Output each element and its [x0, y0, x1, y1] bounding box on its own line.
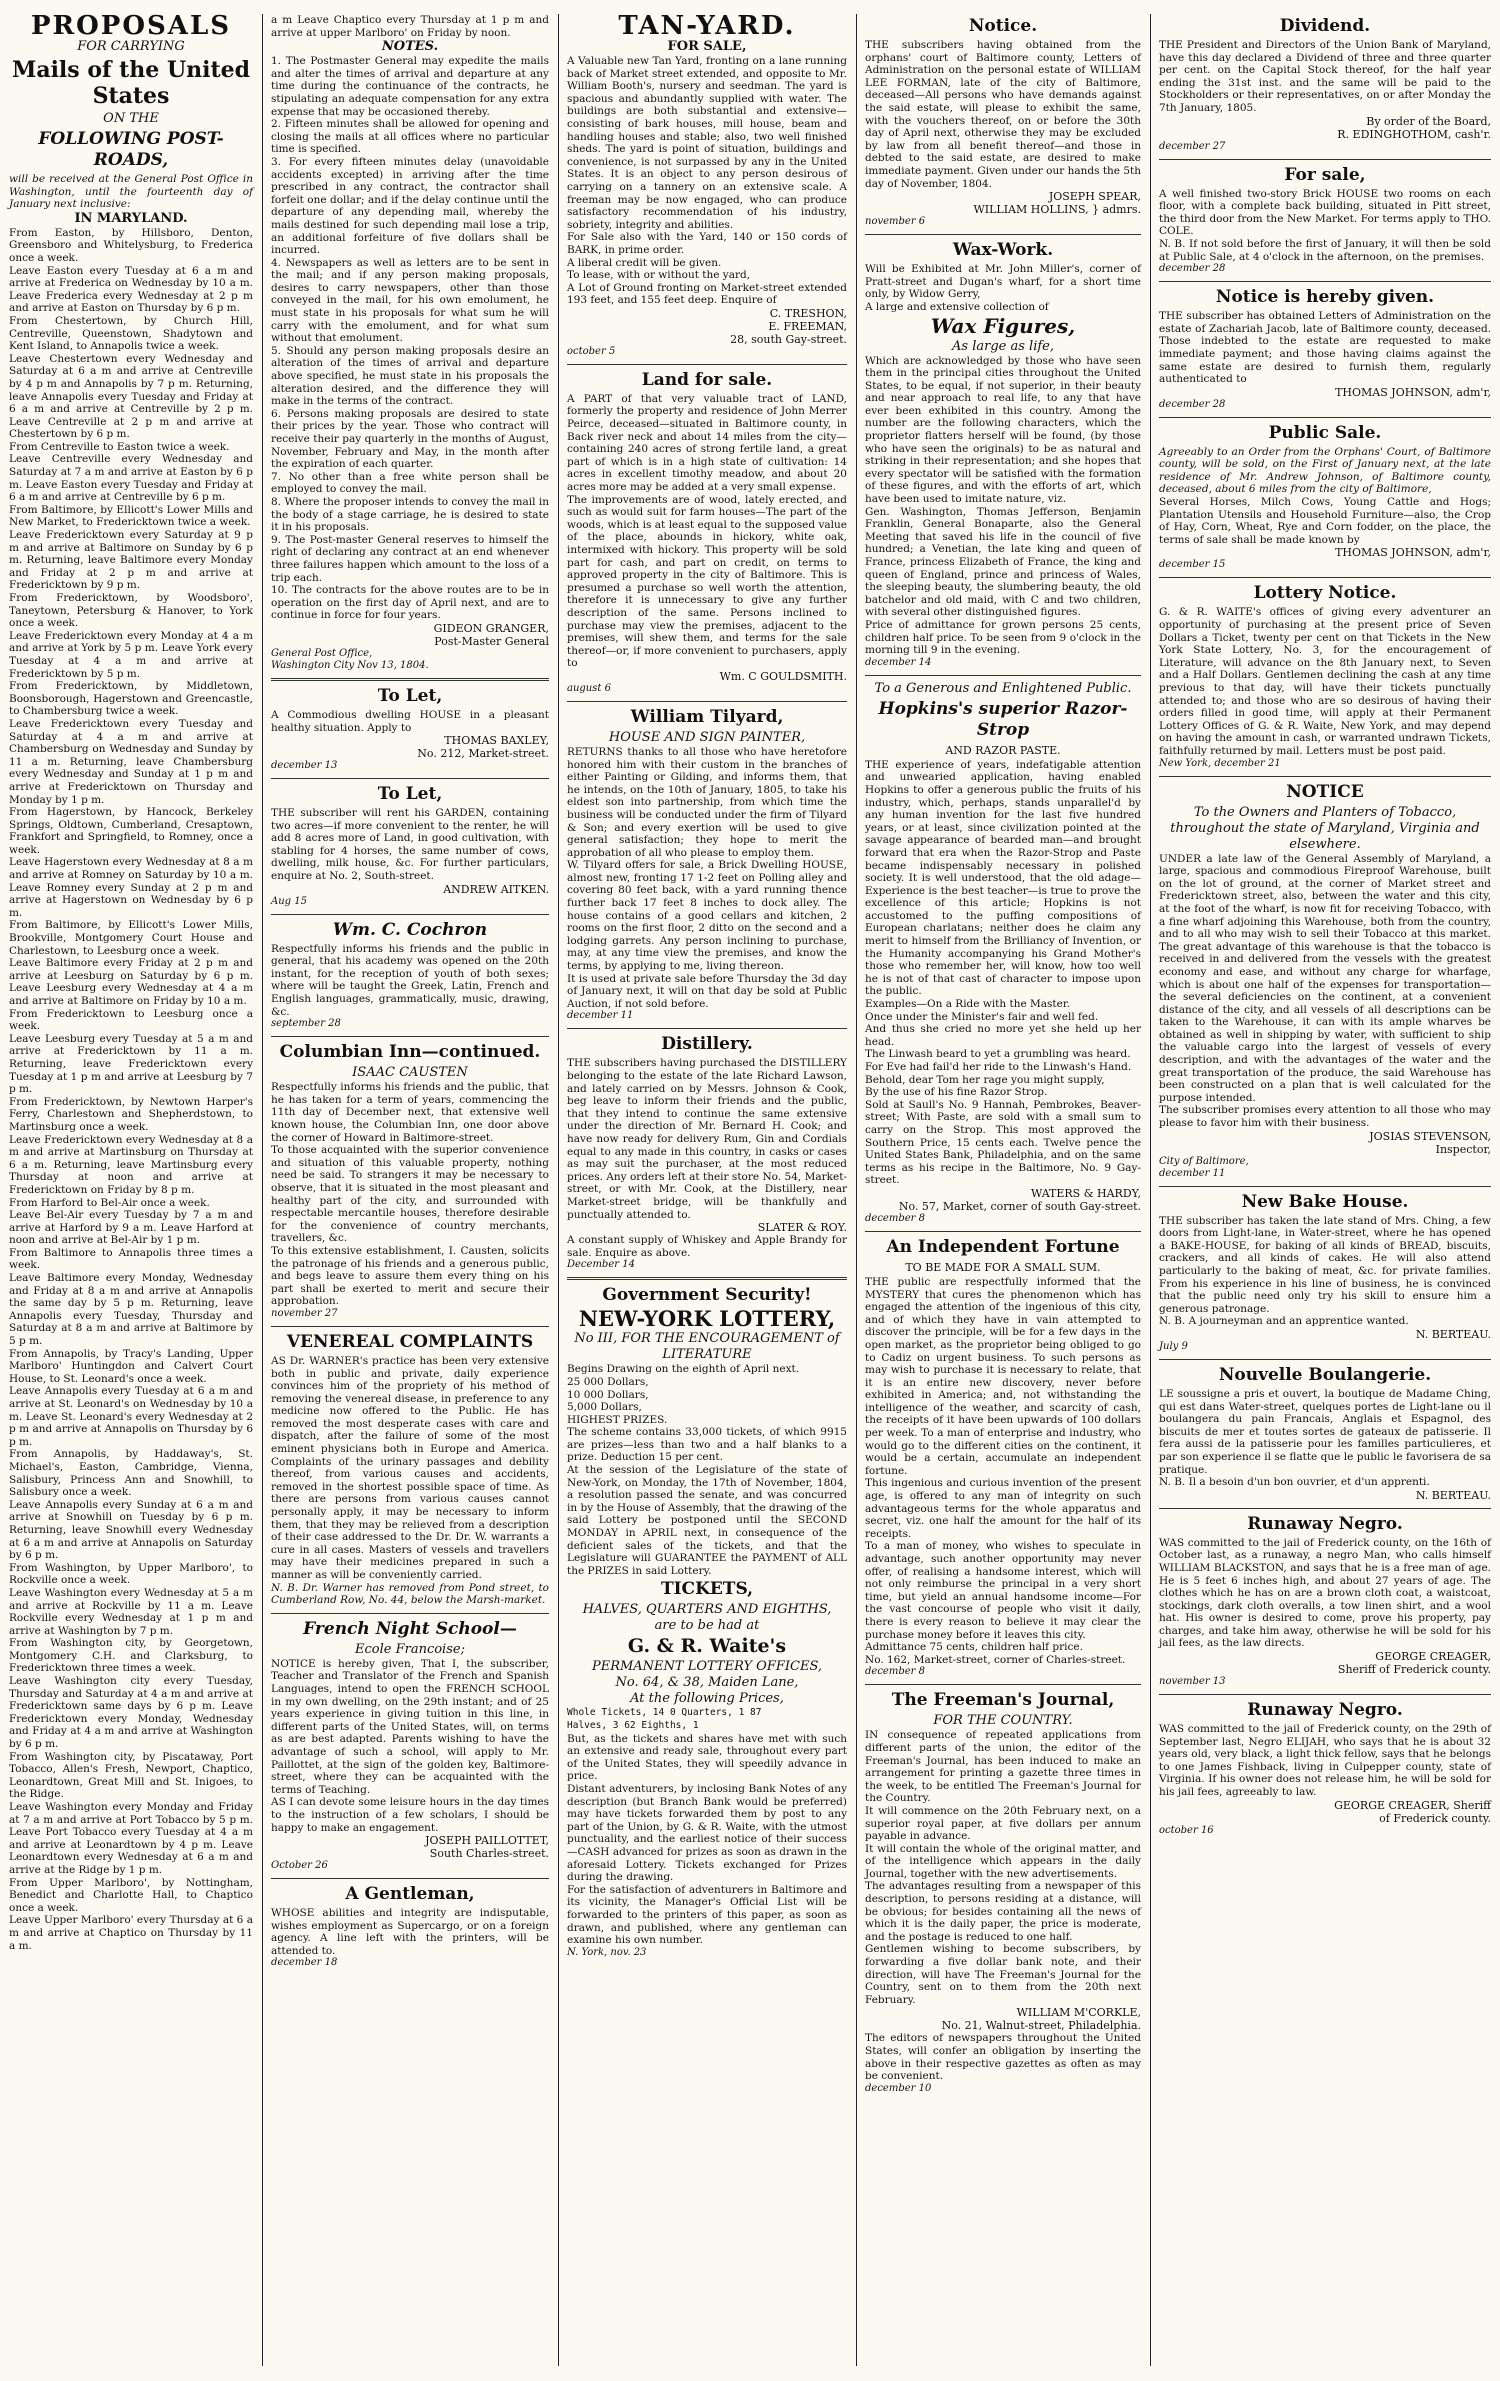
tickets-subtitle: HALVES, QUARTERS AND EIGHTHS, are to be had at	[582, 1602, 832, 1634]
waite-prices: Whole Tickets, 14 0 Quarters, 1 87 Halves, 3 62 Eighths, 1	[567, 1707, 762, 1731]
divider	[865, 234, 1141, 235]
journal-title: The Freeman's Journal,	[891, 1690, 1115, 1711]
boulangerie-ad	[1159, 1365, 1491, 1502]
proposals-state: IN MARYLAND.	[74, 210, 188, 226]
inn-date: november 27	[271, 1307, 338, 1319]
journal-date: december 10	[865, 2082, 932, 2094]
distillery-date: December 14	[567, 1259, 635, 1271]
dividend-signer: By order of the Board, R. EDINGHOTHOM, cash'r.	[1337, 114, 1491, 141]
divider	[271, 1878, 549, 1879]
fortune-ad	[865, 1237, 1141, 1678]
tilyard-subtitle: HOUSE AND SIGN PAINTER,	[608, 729, 806, 745]
bake-signer: N. BERTEAU.	[1415, 1327, 1491, 1341]
divider	[1159, 577, 1491, 578]
divider	[865, 1231, 1141, 1232]
notes-title: NOTES.	[381, 39, 439, 55]
freemans-journal-ad	[865, 1690, 1141, 2094]
lottery-subtitle: No III, FOR THE ENCOURAGEMENT of LITERATURE	[574, 1331, 840, 1363]
public-sale-ad	[1159, 423, 1491, 572]
divider	[1159, 1694, 1491, 1695]
tan-yard-date: october 5	[567, 345, 616, 357]
divider	[1159, 1508, 1491, 1509]
columbian-inn-ad	[271, 1042, 549, 1320]
dividend-date: december 27	[1159, 140, 1226, 152]
distillery-body: THE subscribers having purchased the DISTILLERY belonging to the estate of the late Richard Lawson, and lately carried on by Messrs. Johnson & Cook, beg leave to inform their friends and the public, that they intend to continue the same extensive under the direction of Mr. Bernard H. Cook; and have now ready for delivery Rum, Gin and Cordials equal to any made in this country, in casks or cases as may suit the purchaser, at the most reduced prices. Any orders left at their store No. 54, Market-street, or with Mr. Cook, at the Distillery, near Market-street bridge, will be thankfully and punctually attended to.	[567, 1057, 847, 1221]
wax-subtitle: Wax Figures,	[930, 313, 1076, 338]
journal-body: IN consequence of repeated applications from different parts of the union, the editor of the Freeman's Journal, has been induced to make an arrangement for printing a gazette three times in the week, to be entitled The Freeman's Journal for the Country. It will commence on the 20th February next, on a superior royal paper, at five dollars per annum payable in advance. It will contain the whole of the original matter, and of the intelligence which appears in the daily Journal, together with the new advertisements. The advantages resulting from a newspaper of this description, to persons residing at a distance, will be obvious; for besides containing all the news of which it is the daily paper, the price is moderate, and the postage is reduced to one half. Gentlemen wishing to become subscribers, by forwarding a five dollar bank note, and their direction, will have The Freeman's Journal for the Country, sent on to them from the 20th next February.	[865, 1729, 1141, 2006]
journal-subtitle: FOR THE COUNTRY.	[933, 1713, 1073, 1729]
razor-signer: WATERS & HARDY, No. 57, Market, corner of south Gay-street.	[898, 1186, 1141, 1213]
lottery-body: Begins Drawing on the eighth of April next. 25 000 Dollars, 10 000 Dollars, 5,000 Dollars, HIGHEST PRIZES. The scheme contains 33,000 tickets, of which 9915 are prizes—less than two and a half blanks to a prize. Deduction 15 per cent. At the session of the Legislature of the state of New-York, on Monday, the 17th of November, 1804, a resolution passed the senate, and was concurred in by the House of Assembly, that the drawing of the said Lottery be postponed until the SECOND MONDAY in APRIL next, in consequence of the deficient sales of the tickets, and that the Legislature will GUARANTEE the PAYMENT of ALL the PRIZES in said Lottery.	[567, 1363, 847, 1577]
cochron-title: Wm. C. Cochron	[332, 919, 488, 940]
waite-body: But, as the tickets and shares have met with such an extensive and ready sale, throughout every part of the United States, they will speedily advance in price. Distant adventurers, by inclosing Bank Notes of any description (but Branch Bank would be preferred) may have tickets forwarded them by post to any part of the Union, by G. & R. Waite, with the utmost punctuality, and the earliest notice of their success—CASH advanced for prizes as soon as drawn in the aforesaid Lottery. Tickets exchanged for Prizes during the drawing. For the satisfaction of adventurers in Baltimore and its vicinity, the Manager's Official List will be forwarded to the printers of this paper, as soon as drawn, and published, where any gentleman can examine his own number.	[567, 1732, 847, 1947]
notes-body: 1. The Postmaster General may expedite the mails and alter the times of arrival and departure at any time during the continuance of the contracts, he stipulating an adequate compensation for any extra expense that may be occasioned thereby. 2. Fifteen minutes shall be allowed for opening and closing the mails at all offices where no particular time is specified. 3. For every fifteen minutes delay (unavoidable accidents excepted) in arriving after the time prescribed in any contract, the contractor shall forfeit one dollar; and if the delay continue until the departure of any depending mail, whereby the mails destined for such depending mail lose a trip, an additional forfeiture of five dollars shall be incurred. 4. Newspapers as well as letters are to be sent in the mail; and if any person making proposals, desires to carry newspapers, other than those conveyed in the mail, for his own emolument, he must state in his proposals for what sum he will carry with the emolument, and for what sum without that emolument. 5. Should any person making proposals desire an alteration of the times of arrival and departure above specified, he must state in his proposals the alteration desired, and the difference they will make in the terms of the contract. 6. Persons making proposals are desired to state their prices by the year. Those who contract will receive their pay quarterly in the months of August, November, February and May, in the month after the expiration of each quarter. 7. No other than a free white person shall be employed to convey the mail. 8. Where the proposer intends to convey the mail in the body of a stage carriage, he is desired to state it in his proposals. 9. The Post-master General reserves to himself the right of declaring any contract at an end whenever three failures happen which amount to the loss of a trip each. 10. The contracts for the above routes are to be in operation on the first day of April next, and are to continue in force for four years.	[271, 55, 549, 622]
proposals-title: PROPOSALS	[30, 14, 231, 41]
notice-title: Notice.	[968, 16, 1038, 36]
runaway-ad-1	[1159, 1514, 1491, 1688]
gentleman-title: A Gentleman,	[345, 1884, 475, 1905]
wax-title: Wax-Work.	[952, 240, 1054, 261]
land-date: august 6	[567, 682, 611, 694]
runaway-title: Runaway Negro.	[1247, 1513, 1403, 1534]
distillery-note: A constant supply of Whiskey and Apple Brandy for sale. Enquire as above.	[567, 1234, 847, 1259]
fortune-title: An Independent Fortune	[886, 1236, 1120, 1257]
inn-title: Columbian Inn—continued.	[279, 1042, 541, 1063]
razor-strop-ad	[865, 681, 1141, 1225]
divider	[865, 675, 1141, 676]
cochron-ad	[271, 920, 549, 1031]
tan-yard-body: A Valuable new Tan Yard, fronting on a lane running back of Market street extended, and opposite to Mr. William Booth's, nursery and seedman. The yard is spacious and abundantly supplied with water. The buildings are both substantial and extensive—consisting of bark houses, mill house, beam and handling houses and stable; also, two well finished sheds. The yard is point of situation, buildings and convenience, is not surpassed by any in the United States. It is an object to any person desirous of carrying on a tannery on an extensive scale. A freeman may be now engaged, who can produce satisfactory recommendation of his industry, sobriety, integrity and abilities. For Sale also with the Yard, 140 or 150 cords of BARK, in prime order. A liberal credit will be given. To lease, with or without the yard, A Lot of Ground fronting on Market-street extended 193 feet, and 155 feet deep. Enquire of	[567, 55, 847, 307]
mail-proposals	[9, 16, 253, 1952]
runaway-date: october 16	[1159, 1824, 1214, 1836]
to-let-body: A Commodious dwelling HOUSE in a pleasant healthy situation. Apply to	[271, 708, 549, 734]
french-school-ad	[271, 1619, 549, 1872]
notice-given-date: december 28	[1159, 398, 1226, 410]
notice-signer: JOSEPH SPEAR, WILLIAM HOLLINS, } admrs.	[973, 190, 1141, 217]
notice-body: THE subscribers having obtained from the orphans' court of Baltimore county, Letters of Administration on the personal estate of WILLIAM LEE FORMAN, late of the city of Baltimore, deceased—All persons who have demands against the said estate, will please to exhibit the same, with the vouchers thereof, on or before the 30th day of April next, otherwise they may be excluded by law from all benefit thereof—and those in debted to the said estate, are desired to make immediate payment. Given under our hands the 5th day of November, 1804.	[865, 39, 1142, 190]
notice-given-body: THE subscriber has obtained Letters of Administration on the estate of Zachariah Jacob, late of Baltimore county, deceased. Those indebted to the estate are requested to make immediate payment; and those having claims against the same estate are desired to furnish them, regularly authenticated to	[1159, 310, 1491, 386]
proposals-intro: will be received at the General Post Office in Washington, until the fourteenth day of January next inclusive:	[9, 173, 253, 211]
razor-date: december 8	[865, 1212, 925, 1224]
tilyard-date: december 11	[567, 1010, 634, 1022]
notice-date: november 6	[865, 216, 926, 228]
column-1	[0, 14, 262, 2366]
runaway-body: WAS committed to the jail of Frederick county, on the 29th of September last, Negro ELIJAH, who says that he is about 32 years old, very black, a light thick fellow, says that he belongs to one James Fishback, living in Culpepper county, state of Virginia. If his owner does not release him, he will be sold for his jail fees, agreeably to law.	[1159, 1723, 1491, 1799]
for-sale-date: december 28	[1159, 263, 1226, 275]
runaway-title: Runaway Negro.	[1247, 1700, 1403, 1721]
venereal-ad	[271, 1332, 549, 1607]
bake-body: THE subscriber has taken the late stand of Mrs. Ching, a few doors from Light-lane, in Water-street, where he has opened a BAKE-HOUSE, for baking of all kinds of BREAD, biscuits, crackers, and all kinds of cakes. He will also attend particularly to the baking of meat, &c. for private families. From his experience in his line of business, he is convinced that the public need only try his skill to ensure him a generous patronage. N. B. A journeyman and an apprentice wanted.	[1159, 1214, 1491, 1328]
venereal-title: VENEREAL COMPLAINTS	[286, 1331, 534, 1352]
divider	[567, 701, 847, 702]
divider	[271, 778, 549, 779]
runaway-signer: GEORGE CREAGER, Sheriff of Frederick county.	[1334, 1798, 1491, 1825]
public-sale-intro: Agreeably to an Order from the Orphans' Court, of Baltimore county, will be sold, on the First of January next, at the late residence of Mr. Andrew Johnson, of Baltimore county, deceased, about 6 miles from the city of Baltimore,	[1159, 445, 1491, 496]
lottery-notice-title: Lottery Notice.	[1253, 583, 1397, 604]
tobacco-title: NOTICE	[1286, 781, 1364, 802]
gentleman-date: december 18	[271, 1957, 338, 1969]
school-body: NOTICE is hereby given, That I, the subscriber, Teacher and Translator of the French and Spanish Languages, intend to open the FRENCH SCHOOL in my own dwelling, on the 29th instant; and of 25 years experience in giving tuition in this line, in different parts of the United States, will, on terms as are best adapted. Parents wishing to have the advantage of such a school, will apply to Mr. Paillottet, at the sign of the golden key, Baltimore-street, where they can be acquainted with the terms of Teaching. AS I can devote some leisure hours in the day times to the instruction of a few scholars, I should be happy to make an engagement.	[271, 1657, 549, 1834]
divider	[567, 1028, 847, 1029]
to-let-signer: THOMAS BAXLEY, No. 212, Market-street.	[417, 734, 549, 761]
gentleman-body: WHOSE abilities and integrity are indisputable, wishes employment as Supercargo, or on a foreign agency. A line left with the printers, will be attended to.	[271, 1907, 549, 1957]
school-subtitle: Ecole Francoise;	[355, 1641, 465, 1657]
land-body: A PART of that very valuable tract of LAND, formerly the property and residence of John Merrer Peirce, deceased—situated in Baltimore county, in Back river neck and about 14 miles from the city—containing 240 acres of strong fertile land, a great part of which is in a high state of cultivation: 14 acres in excellent timothy meadow, and about 20 acres more may be added at a very small expense. The improvements are of wood, lately erected, and such as would suit for farm houses—The part of the woods, which is at least equal to the supposed value of the place, abounds in hickory, white oak, intermixed with hickory. This property will be sold part for cash, and part on credit, on terms to approved property in the city of Baltimore. This is presumed a purchase so well worth the attention, therefore it is unnecessary to give any further description of the same. Persons inclined to purchase may view the premises, adjacent to the premises, will shew them, and terms for the sale thereof—or, if more convenient to purchasers, apply to	[567, 392, 847, 670]
divider	[567, 1277, 847, 1280]
runaway-ad-2	[1159, 1700, 1491, 1837]
waite-title: G. & R. Waite's	[627, 1635, 787, 1658]
proposals-on-the: ON THE	[103, 111, 159, 126]
divider	[1159, 1359, 1491, 1360]
inn-subtitle: ISAAC CAUSTEN	[352, 1065, 468, 1081]
fortune-subtitle: TO BE MADE FOR A SMALL SUM.	[905, 1260, 1101, 1274]
divider	[271, 678, 549, 681]
tan-yard-ad	[567, 16, 847, 358]
inn-body: Respectfully informs his friends and the public, that he has taken for a term of years, commencing the 11th day of December next, that extensive well known house, the Columbian Inn, one door above the corner of Howard in Baltimore-street. To those acquainted with the superior convenience and situation of this valuable property, nothing need be said. To strangers it may be necessary to observe, that it is situated in the most pleasant and healthy part of the city, and surrounded with respectable mercantile houses, therefore desirable for the convenience of country merchants, travellers, &c. To this extensive establishment, I. Causten, solicits the patronage of his friends and a generous public, and begs leave to assure them every thing on his part shall be exerted to merit and secure their approbation.	[271, 1081, 549, 1308]
notes-signer: GIDEON GRANGER, Post-Master General	[433, 621, 549, 648]
dividend-ad	[1159, 16, 1491, 153]
to-let-date: Aug 15	[271, 895, 307, 907]
bake-house-ad	[1159, 1192, 1491, 1353]
venereal-body: AS Dr. WARNER's practice has been very extensive both in public and private, daily experience convinces him of the propriety of his method of removing the venereal disease, in preference to any medicine now offered to the Public. He has removed the most desperate cases with care and dispatch, after the failure of some of the most eminent physicians both in Europe and America. Complaints of the urinary passages and debility thereof, from various causes and accidents, removed in the shortest possible space of time. As there are persons from various causes cannot personally apply, it may be necessary to inform them, that they may be relieved from a description of their case addressed to the Dr. Dr. W. warrants a cure in all cases. Masters of vessels and travellers may have their medicines prepared in such a manner as will be conveniently carried.	[271, 1354, 549, 1581]
column-4	[856, 14, 1150, 2366]
tobacco-signer: JOSIAS STEVENSON, Inspector,	[1369, 1129, 1491, 1156]
tan-yard-signer: C. TRESHON, E. FREEMAN, 28, south Gay-street.	[730, 306, 847, 346]
bake-date: July 9	[1159, 1340, 1188, 1352]
fortune-body: THE public are respectfully informed that the MYSTERY that cures the phenomenon which has engaged the attention of the ingenious of this city, and of which they have in vain attempted to discover the principle, will be for a few days in the open market, as the proprietor being obliged to go to Cadiz on urgent business. To such persons as may wish to purchase it is necessary to relate, that it is an entire new discovery, never before exhibited in America; and, not withstanding the intelligence of the weather, and scarcity of cash, the receipts of it have been upwards of 100 dollars per week. To a man of enterprise and industry, who would go to the different cities on the continent, it would be a certain, accumulate an independent fortune. This ingenious and curious invention of the present age, is offered to any man of integrity on such advantageous terms for the whole apparatus and secret, viz. one half the amount for the half of its receipts. To a man of money, who wishes to speculate in advantage, such another opportunity may never offer, of realising a handsome interest, which will not only reimburse the principal in a very short time, but yield an annual handsome income—For the vast concourse of people who visit it daily, there is every reason to believe it may clear the purchase money before it leaves this city. Admittance 75 cents, children half price. No. 162, Market-street, corner of Charles-street.	[865, 1275, 1141, 1666]
divider	[1159, 417, 1491, 418]
lottery-ad	[567, 1285, 847, 1958]
razor-subtitle: AND RAZOR PASTE.	[945, 743, 1061, 757]
mail-notes	[271, 14, 549, 672]
proposals-subtitle: FOR CARRYING	[77, 39, 185, 54]
lottery-notice-ad	[1159, 583, 1491, 769]
tilyard-title: William Tilyard,	[630, 706, 784, 727]
razor-body: THE experience of years, indefatigable attention and unwearied application, having enabled Hopkins to offer a generous public the fruits of his industry, which, perhaps, stands unparallel'd by any human invention for the last five hundred years, or at least, since civilization pointed at the savage appearance of bearded man—and brought forward that era when the Razor-Strop and Paste became indispensably necessary in polished society. It is well understood, that the old adage—Experience is the best teacher—is true to prove the excellence of this article; Hopkins is not accustomed to the puffing compositions of European charlatans; neither does he claim any merit to himself from the Brilliancy of Invention, or the Humanity accompanying his Grand Mother's those who remember her, will know, how too well he is not of that cast of character to impose upon the public. Examples—On a Ride with the Master. Once under the Minister's fair and well fed. And thus she cried no more yet she held up her head. The Linwash beard to yet a grumbling was heard. For Eve had fail'd her ride to the Linwash's Hand. Behold, dear Tom her rage you might supply, By the use of his fine Razor Strop. Sold at Saull's No. 9 Hannah, Pembrokes, Beaver-street; With Paste, are sold with a small sum to carry on the Strop. This most approved the Southern Price, 15 cents each. Twelve pence the United States Bank, Philadelphia, and on the same terms as his recipe in the Baltimore, No. 9 Gay-street.	[865, 758, 1141, 1187]
tilyard-body: RETURNS thanks to all those who have heretofore honored him with their custom in the branches of either Painting or Gilding, and informs them, that he intends, on the 10th of January, 1805, to take his eldest son into partnership, from which time the business will be conducted under the firm of Tilyard & Son; and every exertion will be used to give general satisfaction; they hope to merit the approbation of all who please to employ them. W. Tilyard offers for sale, a Brick Dwelling HOUSE, almost new, fronting 17 1-2 feet on Polling alley and covering 80 feet back, with a yard running thence further back 17 feet 8 inches to dock alley. The house contains of a good cellars and kitchen, 2 rooms on the first floor, 2 ditto on the second and a lodging garrets. Any person inclining to purchase, may, at any time view the premises, and know the terms, by applying to me, living thereon. It is used at private sale before Thursday the 3d day of January next, it will on that day be sold at Public Auction, if not sold before.	[567, 745, 847, 1010]
distillery-ad	[567, 1034, 847, 1271]
notes-place: General Post Office, Washington City Nov 13, 1804.	[271, 647, 429, 671]
proposals-headline: Mails of the United States	[11, 57, 251, 109]
wax-subtitle-2: As large as life,	[952, 338, 1054, 354]
wax-intro: Will be Exhibited at Mr. John Miller's, corner of Pratt-street and Dugan's wharf, for a short time only, by Widow Gerry, A large and extensive collection of	[865, 263, 1141, 313]
proposals-routes: From Easton, by Hillsboro, Denton, Greensboro and Whitelysburg, to Frederica once a week. Leave Easton every Tuesday at 6 a m and arrive at Frederica on Wednesday by 10 a m. Leave Frederica every Wednesday at 2 p m and arrive at Easton on Thursday by 6 p m. From Chestertown, by Church Hill, Centreville, Queenstown, Shadytown and Kent Island, to Annapolis twice a week. Leave Chestertown every Wednesday and Saturday at 6 a m and arrive at Centreville by 4 p m and Annapolis by 7 p m. Returning, leave Annapolis every Tuesday and Friday at 6 a m and arrive at Centreville by 2 p m. Leave Centreville at 2 p m and arrive at Chestertown by 6 p m. From Centreville to Easton twice a week. Leave Centreville every Wednesday and Saturday at 7 a m and arrive at Easton by 6 p m. Leave Easton every Tuesday and Friday at 6 a m and arrive at Centreville by 6 p m. From Baltimore, by Ellicott's Lower Mills and New Market, to Fredericktown twice a week. Leave Fredericktown every Saturday at 9 p m and arrive at Baltimore on Sunday by 6 p m. Returning, leave Baltimore every Monday and Friday at 2 p m and arrive at Fredericktown by 9 p m. From Fredericktown, by Woodsboro', Taneytown, Petersburg & Hanover, to York once a week. Leave Fredericktown every Monday at 4 a m and arrive at York by 5 p m. Leave York every Tuesday at 4 a m and arrive at Fredericktown by 5 p m. From Fredericktown, by Middletown, Boonsborough, Hagerstown and Greencastle, to Chambersburg twice a week. Leave Fredericktown every Tuesday and Saturday at 4 a m and arrive at Chambersburg on Wednesday and Sunday by 11 a m. Returning, leave Chambersburg every Wednesday and Sunday at 1 p m and arrive at Fredericktown on Thursday and Monday by 1 p m. From Hagerstown, by Hancock, Berkeley Springs, Oldtown, Cumberland, Cresaptown, Frankfort and Springfield, to Romney, once a week. Leave Hagerstown every Wednesday at 8 a m and arrive at Romney on Saturday by 10 a m. Leave Romney every Sunday at 2 p m and arrive at Hagerstown on Wednesday by 6 p m. From Baltimore, by Ellicott's Lower Mills, Brookville, Montgomery Court House and Charlestown, to Leesburg once a week. Leave Baltimore every Friday at 2 p m and arrive at Leesburg on Saturday by 6 p m. Leave Leesburg every Wednesday at 4 a m and arrive at Baltimore on Friday by 10 a m. From Fredericktown to Leesburg once a week. Leave Leesburg every Tuesday at 5 a m and arrive at Fredericktown by 11 a m. Returning, leave Fredericktown every Tuesday at 1 p m and arrive at Leesburg by 7 p m. From Fredericktown, by Newtown Harper's Ferry, Charlestown and Shepherdstown, to Martinsburg once a week. Leave Fredericktown every Wednesday at 8 a m and arrive at Martinsburg on Thursday at 6 a m. Returning, leave Martinsburg every Thursday at noon and arrive at Fredericktown on Friday by 8 p m. From Harford to Bel-Air once a week. Leave Bel-Air every Tuesday by 7 a m and arrive at Harford by 9 a m. Leave Harford at noon and arrive at Bel-Air by 1 p m. From Baltimore to Annapolis three times a week. Leave Baltimore every Monday, Wednesday and Friday at 8 a m and arrive at Annapolis the same day by 5 p m. Returning, leave Annapolis every Tuesday, Thursday and Saturday at 8 a m and arrive at Baltimore by 5 p m. From Annapolis, by Tracy's Landing, Upper Marlboro' Huntingdon and Calvert Court House, to St. Leonard's once a week. Leave Annapolis every Tuesday at 6 a m and arrive at St. Leonard's on Wednesday by 10 a m. Leave St. Leonard's every Wednesday at 2 p m and arrive at Annapolis on Thursday by 6 p m. From Annapolis, by Haddaway's, St. Michael's, Easton, Cambridge, Vienna, Salisbury, Princess Ann and Snowhill, to Salisbury once a week. Leave Annapolis every Sunday at 6 a m and arrive at Snowhill on Tuesday by 6 p m. Returning, leave Snowhill every Wednesday at 6 a m and arrive at Annapolis on Saturday by 6 p m. From Washington, by Upper Marlboro', to Rockville once a week. Leave Washington every Wednesday at 5 a m and arrive at Rockville by 11 a m. Leave Rockville every Wednesday at 1 p m and arrive at Washington by 7 p m. From Washington city, by Georgetown, Montgomery C.H. and Clarksburg, to Fredericktown three times a week. Leave Washington city every Tuesday, Thursday and Saturday at 4 a m and arrive at Fredericktown same days by 6 p m. Leave Fredericktown every Monday, Wednesday and Friday at 4 a m and arrive at Washington by 6 p m. From Washington city, by Piscataway, Port Tobacco, Allen's Fresh, Newport, Chaptico, Leonardtown, Great Mill and St. Inigoes, to the Ridge. Leave Washington every Monday and Friday at 7 a m and arrive at Port Tobacco by 5 p m. Leave Port Tobacco every Tuesday at 4 a m and arrive at Leonardtown by 4 p m. Leave Leonardtown every Wednesday at 6 a m and arrive at the Ridge by 1 p m. From Upper Marlboro', by Nottingham, Benedict and Charlotte Hall, to Chaptico once a week. Leave Upper Marlboro' every Thursday at 6 a m and arrive at Chaptico on Thursday by 11 a m.	[9, 226, 253, 1952]
land-sale-ad	[567, 370, 847, 695]
to-let-title: To Let,	[377, 784, 443, 805]
notes-lead: a m Leave Chaptico every Thursday at 1 p m and arrive at upper Marlboro' on Friday by noon.	[271, 14, 549, 39]
tan-yard-subtitle: FOR SALE,	[667, 39, 747, 54]
gov-security-title: Government Security!	[602, 1285, 812, 1306]
column-5	[1150, 14, 1500, 2366]
tilyard-ad	[567, 707, 847, 1022]
fortune-date: december 8	[865, 1666, 925, 1678]
public-sale-title: Public Sale.	[1268, 422, 1382, 443]
divider	[1159, 776, 1491, 777]
cochron-body: Respectfully informs his friends and the public in general, that his academy was opened on the 20th instant, for the reception of youth of both sexes; where will be taught the Greek, Latin, French and English languages, grammatically, music, drawing, &c.	[271, 942, 549, 1018]
distillery-title: Distillery.	[661, 1034, 753, 1055]
divider	[1159, 159, 1491, 160]
divider	[271, 1036, 549, 1037]
dividend-title: Dividend.	[1279, 16, 1371, 36]
divider	[865, 1684, 1141, 1685]
generous-public: To a Generous and Enlightened Public.	[874, 680, 1132, 696]
divider	[271, 1326, 549, 1327]
lottery-title: NEW-YORK LOTTERY,	[578, 1306, 836, 1332]
journal-signer: WILLIAM M'CORKLE, No. 21, Walnut-street, Philadelphia.	[941, 2006, 1141, 2033]
divider	[271, 1613, 549, 1614]
admin-notice-ad	[865, 16, 1141, 228]
runaway-body: WAS committed to the jail of Frederick county, on the 16th of October last, as a runaway, a negro Man, who calls himself WILLIAM BLACKSTON, and says that he is a free man of age. He is 5 feet 6 inches high, and about 27 years of age. The clothes which he has on are a brown cloth coat, a waistcoat, stockings, dark cloth overalls, a tow linen shirt, and a wool hat. His owner is desired to come, prove his property, pay charges, and take him away, otherwise he will be sold for his jail fees, as the law directs.	[1159, 1536, 1491, 1650]
distillery-signer: SLATER & ROY.	[757, 1221, 847, 1235]
boulangerie-signer: N. BERTEAU.	[1415, 1488, 1491, 1502]
notice-given-title: Notice is hereby given.	[1215, 287, 1435, 308]
razor-title: Hopkins's superior Razor-Strop	[878, 698, 1128, 740]
public-sale-body: Several Horses, Milch Cows, Young Cattle and Hogs; Plantation Utensils and Household Furniture—also, the Crop of Hay, Corn, Wheat, Rye and Corn fodder, on the place, the terms of sale shall be made known by	[1159, 496, 1491, 546]
to-let-date: december 13	[271, 760, 338, 772]
boulangerie-title: Nouvelle Boulangerie.	[1218, 1364, 1432, 1385]
waite-subtitle: PERMANENT LOTTERY OFFICES, No. 64, & 38, Maiden Lane, At the following Prices,	[591, 1659, 823, 1707]
tan-yard-title: TAN-YARD.	[618, 14, 796, 41]
cochron-date: september 28	[271, 1018, 341, 1030]
divider	[1159, 281, 1491, 282]
venereal-note: N. B. Dr. Warner has removed from Pond street, to Cumberland Row, No. 44, below the Marsh-market.	[271, 1581, 549, 1607]
column-2	[262, 14, 558, 2366]
lottery-notice-date: New York, december 21	[1159, 757, 1281, 769]
tobacco-place: City of Baltimore, december 11	[1159, 1155, 1249, 1179]
wax-date: december 14	[865, 656, 932, 668]
public-sale-date: december 15	[1159, 559, 1226, 571]
divider	[567, 364, 847, 365]
routes-heading: FOLLOWING POST-ROADS,	[38, 129, 224, 170]
divider	[1159, 1186, 1491, 1187]
to-let-house-ad	[271, 686, 549, 772]
bake-title: New Bake House.	[1241, 1191, 1409, 1212]
tobacco-body: UNDER a late law of the General Assembly of Maryland, a large, spacious and commodious Fireproof Warehouse, built on the lot of ground, at the corner of Market street and Fredericktown street, also, between the water and this city, at the foot of the wharf, is now fit for receiving Tobacco, with a fine wharf adjoining this Warehouse, both from the country, and to all who may wish to sell their Tobacco at this market. The great advantage of this warehouse is that the tobacco is received in and delivered from the vessels with the greatest economy and ease, and without any charge for wharfage, which is about one half of the expenses for transportation—the several deficiencies on the continent, at a convenient distance of the city, and all vessels of all descriptions can be taken to the Warehouse, it can with its ample wharves be obtained as well in shipping by water, with sufficient to ship the valuable cargo into the largest of vessels of every description, and with the advantages of the water and the great transportation of the produce, the said Warehouse has been constructed on a plan that is well calculated for the purpose intended. The subscriber promises every attention to all those who may please to favor him with their business.	[1159, 852, 1491, 1130]
land-title: Land for sale.	[641, 369, 773, 390]
notice-given-signer: THOMAS JOHNSON, adm'r,	[1335, 385, 1491, 399]
dividend-body: THE President and Directors of the Union Bank of Maryland, have this day declared a Dividend of three and three quarter per cent. on the Capital Stock thereof, for the half year ending the 31st inst. and the same will be paid to the Stockholders or their representatives, on or after Monday the 7th January, 1805.	[1159, 39, 1491, 114]
to-let-garden-ad	[271, 784, 549, 908]
for-sale-ad	[1159, 165, 1491, 276]
for-sale-body: A well finished two-story Brick HOUSE two rooms on each floor, with a complete back building, situated in Pitt street, the third door from the New Market. For terms apply to THO. COLE. N. B. If not sold before the first of January, it will then be sold at Public Sale, at 4 o'clock in the afternoon, on the premises.	[1159, 187, 1491, 263]
lottery-notice-body: G. & R. WAITE's offices of giving every adventurer an opportunity of purchasing at the present price of Seven Dollars a Ticket, twenty per cent on that Tickets in the New York State Lottery, No. 3, for the encouragement of Literature, will advance on the 8th January next, to Seven and a Half Dollars. Gentlemen declining the cash at any time previous to that day, will have their tickets punctually attended to; and those who are so desirous of having their orders filled in good time, will apply at their Permanent Lottery Offices of G. & R. Waite, New York, and may depend on having the amount in cash, or warranted undrawn Tickets, faithfully returned by mail. Letters must be post paid.	[1159, 606, 1491, 757]
to-let-signer: ANDREW AITKEN.	[443, 882, 549, 896]
tickets-title: TICKETS,	[660, 1579, 754, 1600]
for-sale-title: For sale,	[1284, 164, 1366, 185]
column-3	[558, 14, 856, 2366]
notice-given-ad	[1159, 287, 1491, 411]
public-sale-signer: THOMAS JOHNSON, adm'r,	[1335, 546, 1491, 560]
land-signer: Wm. C GOULDSMITH.	[719, 669, 847, 683]
runaway-date: november 13	[1159, 1676, 1226, 1688]
school-date: October 26	[271, 1860, 328, 1872]
school-title: French Night School—	[303, 1618, 517, 1639]
waite-date: N. York, nov. 23	[567, 1946, 647, 1958]
wax-work-ad	[865, 240, 1141, 669]
tobacco-notice-ad	[1159, 782, 1491, 1180]
wax-body: Which are acknowledged by those who have seen them in the principal cities throughout the United States, to be equal, if not superior, in their beauty and near approach to real life, to any that have ever been exhibited in this country. Among the number are the following characters, which the proprietor flatters herself will be found, (by those who have seen the originals) to be as natural and striking in their representation; and she hopes that every spectator will be satisfied with the formation of these figures, and with the efforts of art, which have been used to imitate nature, viz. Gen. Washington, Thomas Jefferson, Benjamin Franklin, General Bonaparte, also the General Meeting that saved his life in the council of five hundred; a Venetian, the late king and queen of France, princess Elizabeth of France, the king and queen of England, prince and princess of Wales, the sleeping beauty, the slumbering beauty, the old batchelor and old maid, with C and two children, with several other distinguished figures. Price of admittance for grown persons 25 cents, children half price. To be seen from 9 o'clock in the morning till 9 in the evening.	[865, 354, 1141, 657]
to-let-body: THE subscriber will rent his GARDEN, containing two acres—if more convenient to the renter, he will add 8 acres more of Land, in good cultivation, with stabling for 4 horses, the same number of cows, dwelling, milk house, &c. For further particulars, enquire at No. 2, South-street.	[271, 807, 549, 883]
school-signer: JOSEPH PAILLOTTET, South Charles-street.	[425, 1834, 549, 1861]
to-let-title: To Let,	[377, 685, 443, 706]
gentleman-ad	[271, 1884, 549, 1969]
tobacco-subtitle: To the Owners and Planters of Tobacco, throughout the state of Maryland, Virginia and elsewhere.	[1170, 804, 1480, 852]
journal-note: The editors of newspapers throughout the United States, will confer an obligation by inserting the above in their respective gazettes as often as may be convenient.	[865, 2032, 1141, 2083]
runaway-signer: GEORGE CREAGER, Sheriff of Frederick county.	[1337, 1650, 1491, 1677]
boulangerie-body: LE soussigne a pris et ouvert, la boutique de Madame Ching, qui est dans Water-street, quelques portes de Light-lane ou il boulangera du pain Francais, Anglais et Espagnol, des biscuits de mer et toutes sortes de gateaux de patisserie. Il fera aussi de la patisserie pour les familles particulieres, et par son experience il se flatte que le public le favorisera de sa pratique. N. B. Il a besoin d'un bon ouvrier, et d'un apprenti.	[1159, 1387, 1491, 1489]
divider	[271, 914, 549, 915]
